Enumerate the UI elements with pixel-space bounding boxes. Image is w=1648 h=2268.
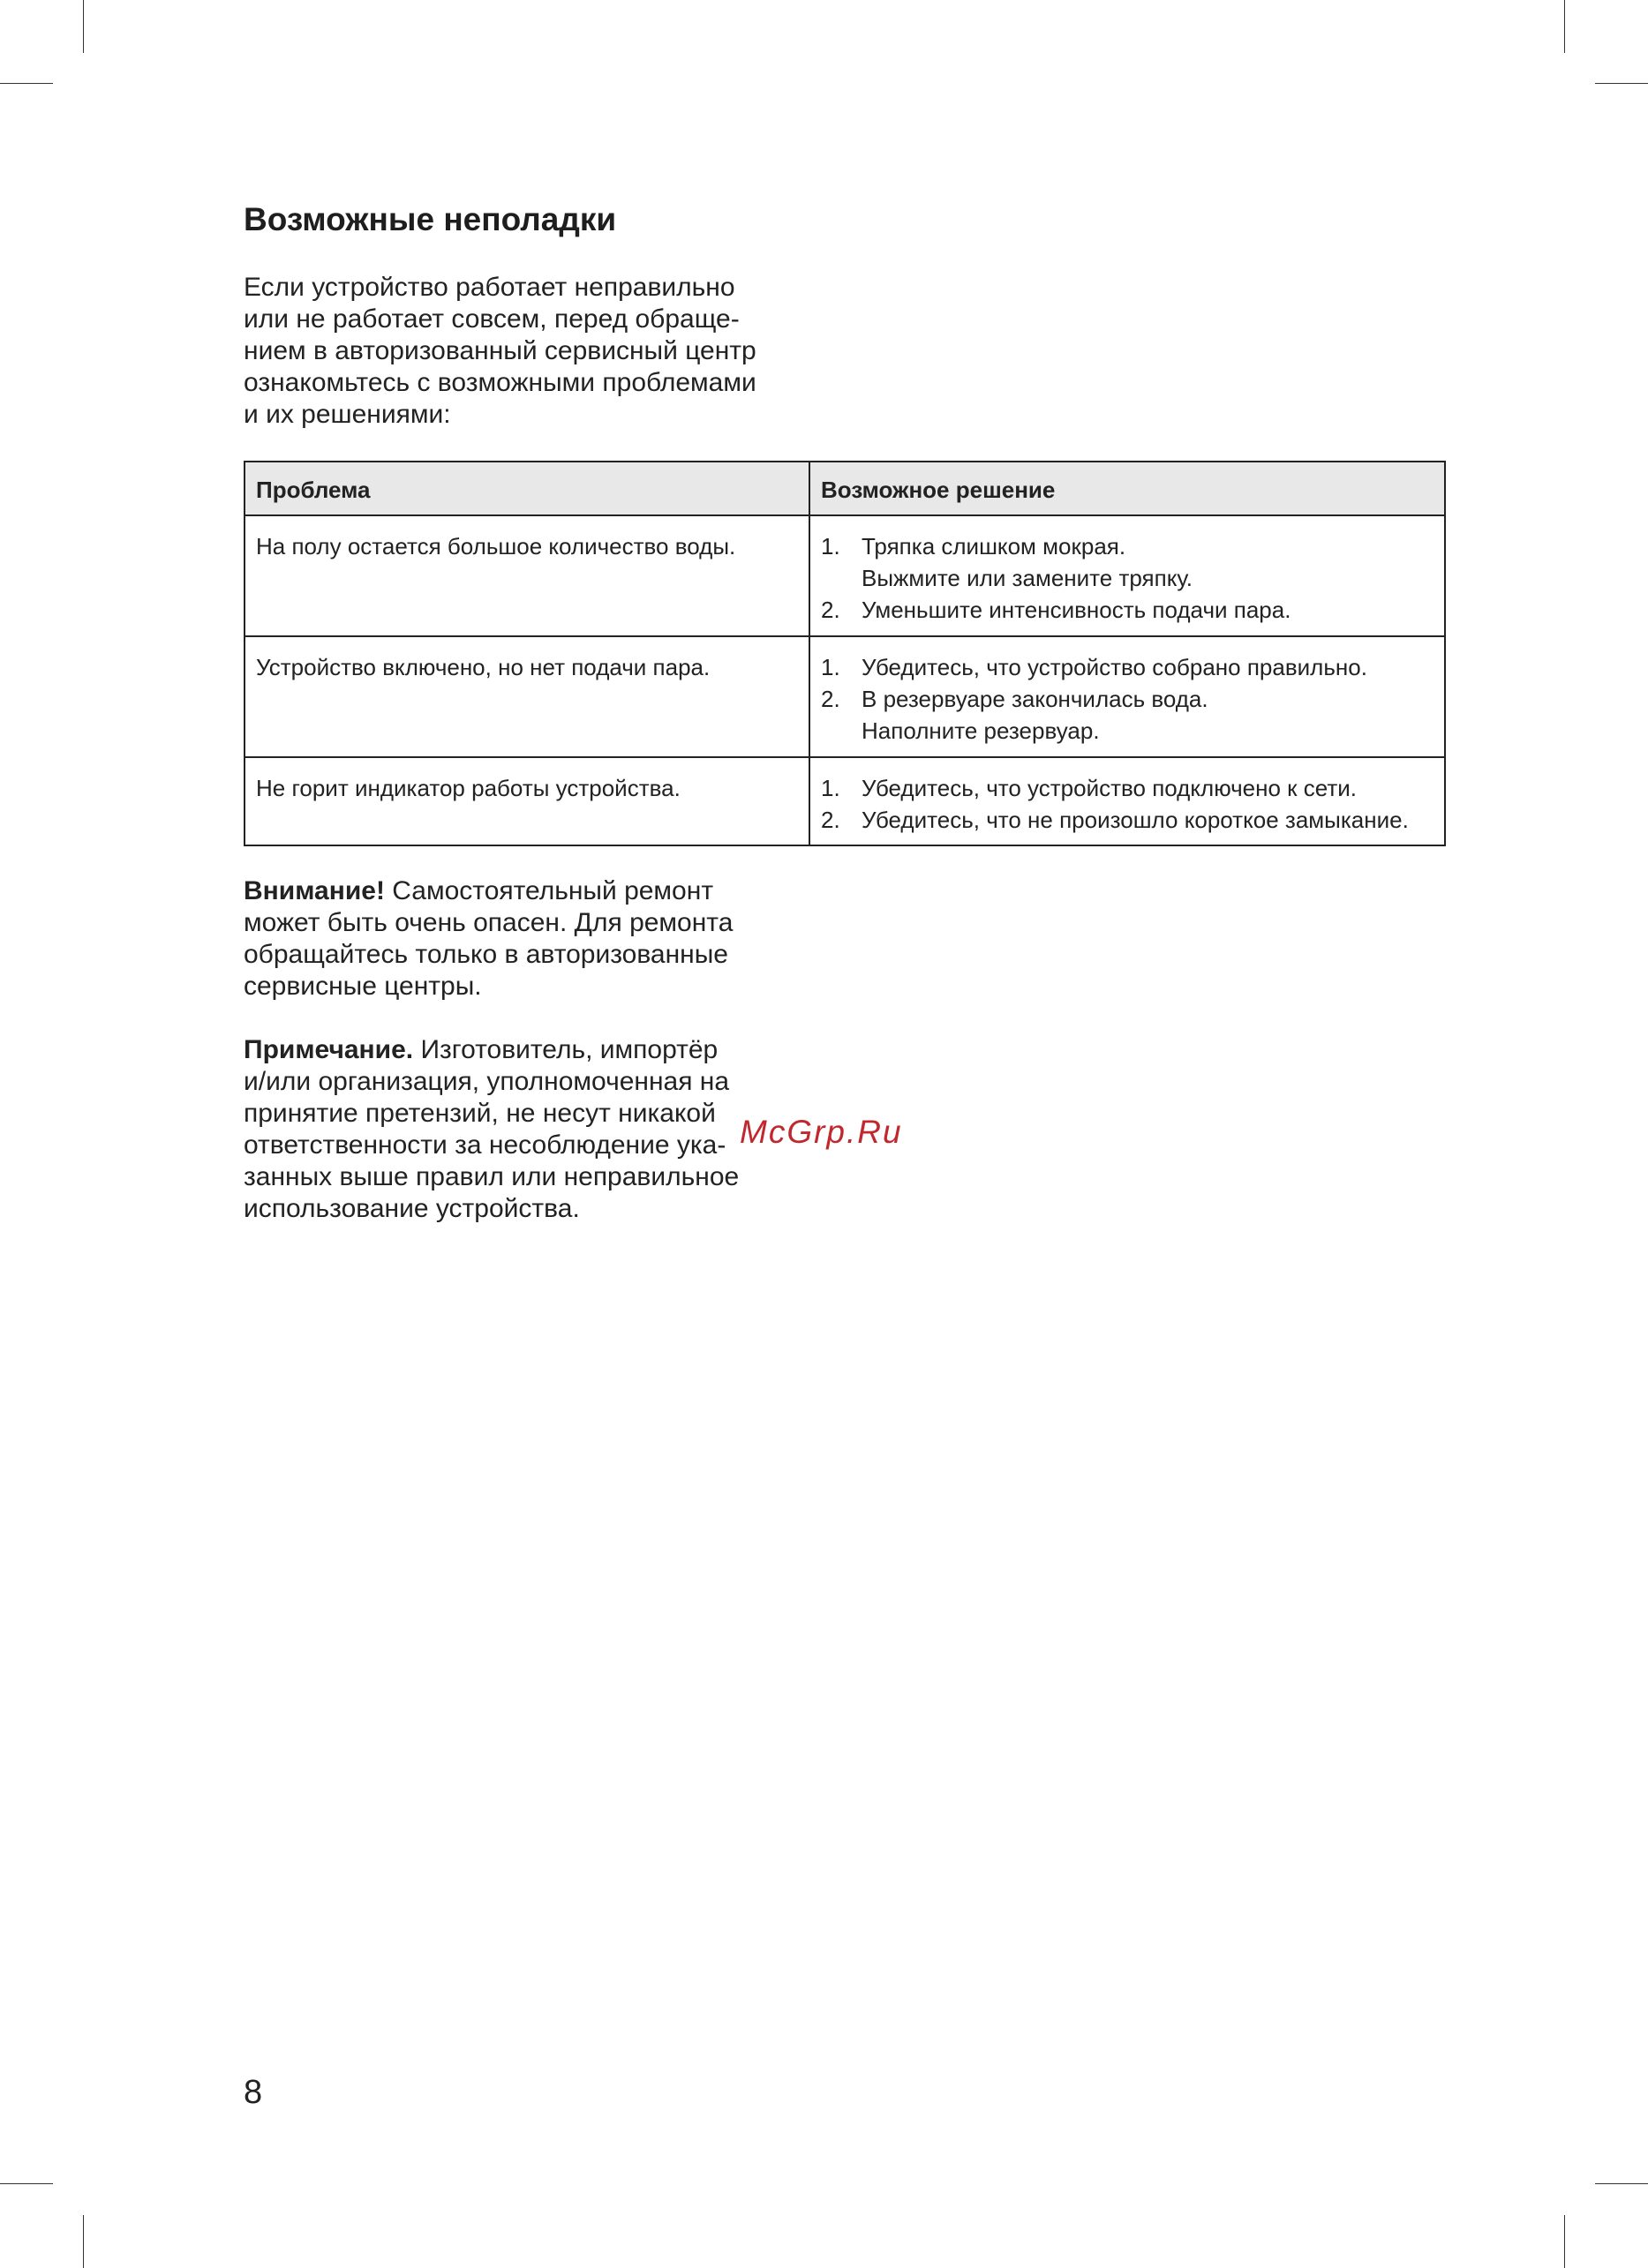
remark-label: Примечание. (244, 1035, 414, 1064)
warning-line: может быть очень опасен. Для ремонта (244, 908, 734, 937)
crop-mark (83, 2215, 84, 2268)
intro-line: ознакомьтесь с возможными проблемами (244, 368, 756, 397)
solution-line: 1. Убедитесь, что устройство подключено к сети. (821, 775, 1358, 801)
solution-line: 2. Уменьшите интенсивность подачи пара. (821, 597, 1291, 623)
crop-mark (1564, 2215, 1565, 2268)
solution-line: 1. Убедитесь, что устройство собрано правильно. (821, 654, 1367, 680)
crop-mark (1564, 0, 1565, 53)
watermark: McGrp.Ru (740, 1114, 903, 1150)
table-header-row (245, 462, 1445, 515)
page-number: 8 (244, 2074, 263, 2111)
problem-cell: Устройство включено, но нет подачи пара. (245, 636, 809, 757)
warning-line: обращайтесь только в авторизованные (244, 940, 728, 969)
problem-cell: На полу остается большое количество воды. (245, 515, 809, 636)
crop-mark (1595, 83, 1648, 84)
remark-line: принятие претензий, не несут никакой (244, 1099, 716, 1128)
crop-mark (1595, 2183, 1648, 2184)
intro-line: и их решениями: (244, 400, 451, 429)
solution-line: Наполните резервуар. (862, 717, 1100, 744)
problem-cell: Не горит индикатор работы устройства. (245, 757, 809, 845)
solution-line: 2. Убедитесь, что не произошло короткое замыкание. (821, 807, 1409, 833)
remark-line: и/или организация, уполномоченная на (244, 1067, 730, 1096)
intro-line: Если устройство работает неправильно (244, 273, 735, 302)
table-row (245, 636, 1445, 757)
solution-line: Выжмите или замените тряпку. (862, 565, 1193, 591)
solution-cell (809, 636, 1445, 757)
header-solution: Возможное решение (809, 462, 1445, 515)
warning-first-line: Внимание! Самостоятельный ремонт (244, 876, 714, 905)
crop-mark (0, 2183, 53, 2184)
solution-line: 1. Тряпка слишком мокрая. (821, 533, 1126, 559)
remark-line: ответственности за несоблюдение ука- (244, 1130, 726, 1160)
header-problem: Проблема (245, 462, 809, 515)
warning-label: Внимание! (244, 876, 385, 905)
crop-mark (0, 83, 53, 84)
troubleshooting-table (244, 461, 1446, 846)
table-row (245, 757, 1445, 845)
remark-line: занных выше правил или неправильное (244, 1162, 740, 1191)
solution-cell (809, 515, 1445, 636)
solution-cell (809, 757, 1445, 845)
remark-first-line: Примечание. Изготовитель, импортёр (244, 1035, 719, 1064)
page-title: Возможные неполадки (244, 201, 617, 237)
intro-line: нием в авторизованный сервисный центр (244, 336, 756, 365)
warning-note (244, 875, 862, 1003)
solution-line: 2. В резервуаре закончилась вода. (821, 686, 1208, 712)
remark-line: использование устройства. (244, 1194, 580, 1223)
intro-paragraph (244, 272, 844, 431)
crop-mark (83, 0, 84, 53)
table-row (245, 515, 1445, 636)
warning-line: сервисные центры. (244, 972, 482, 1001)
intro-line: или не работает совсем, перед обраще- (244, 304, 740, 334)
